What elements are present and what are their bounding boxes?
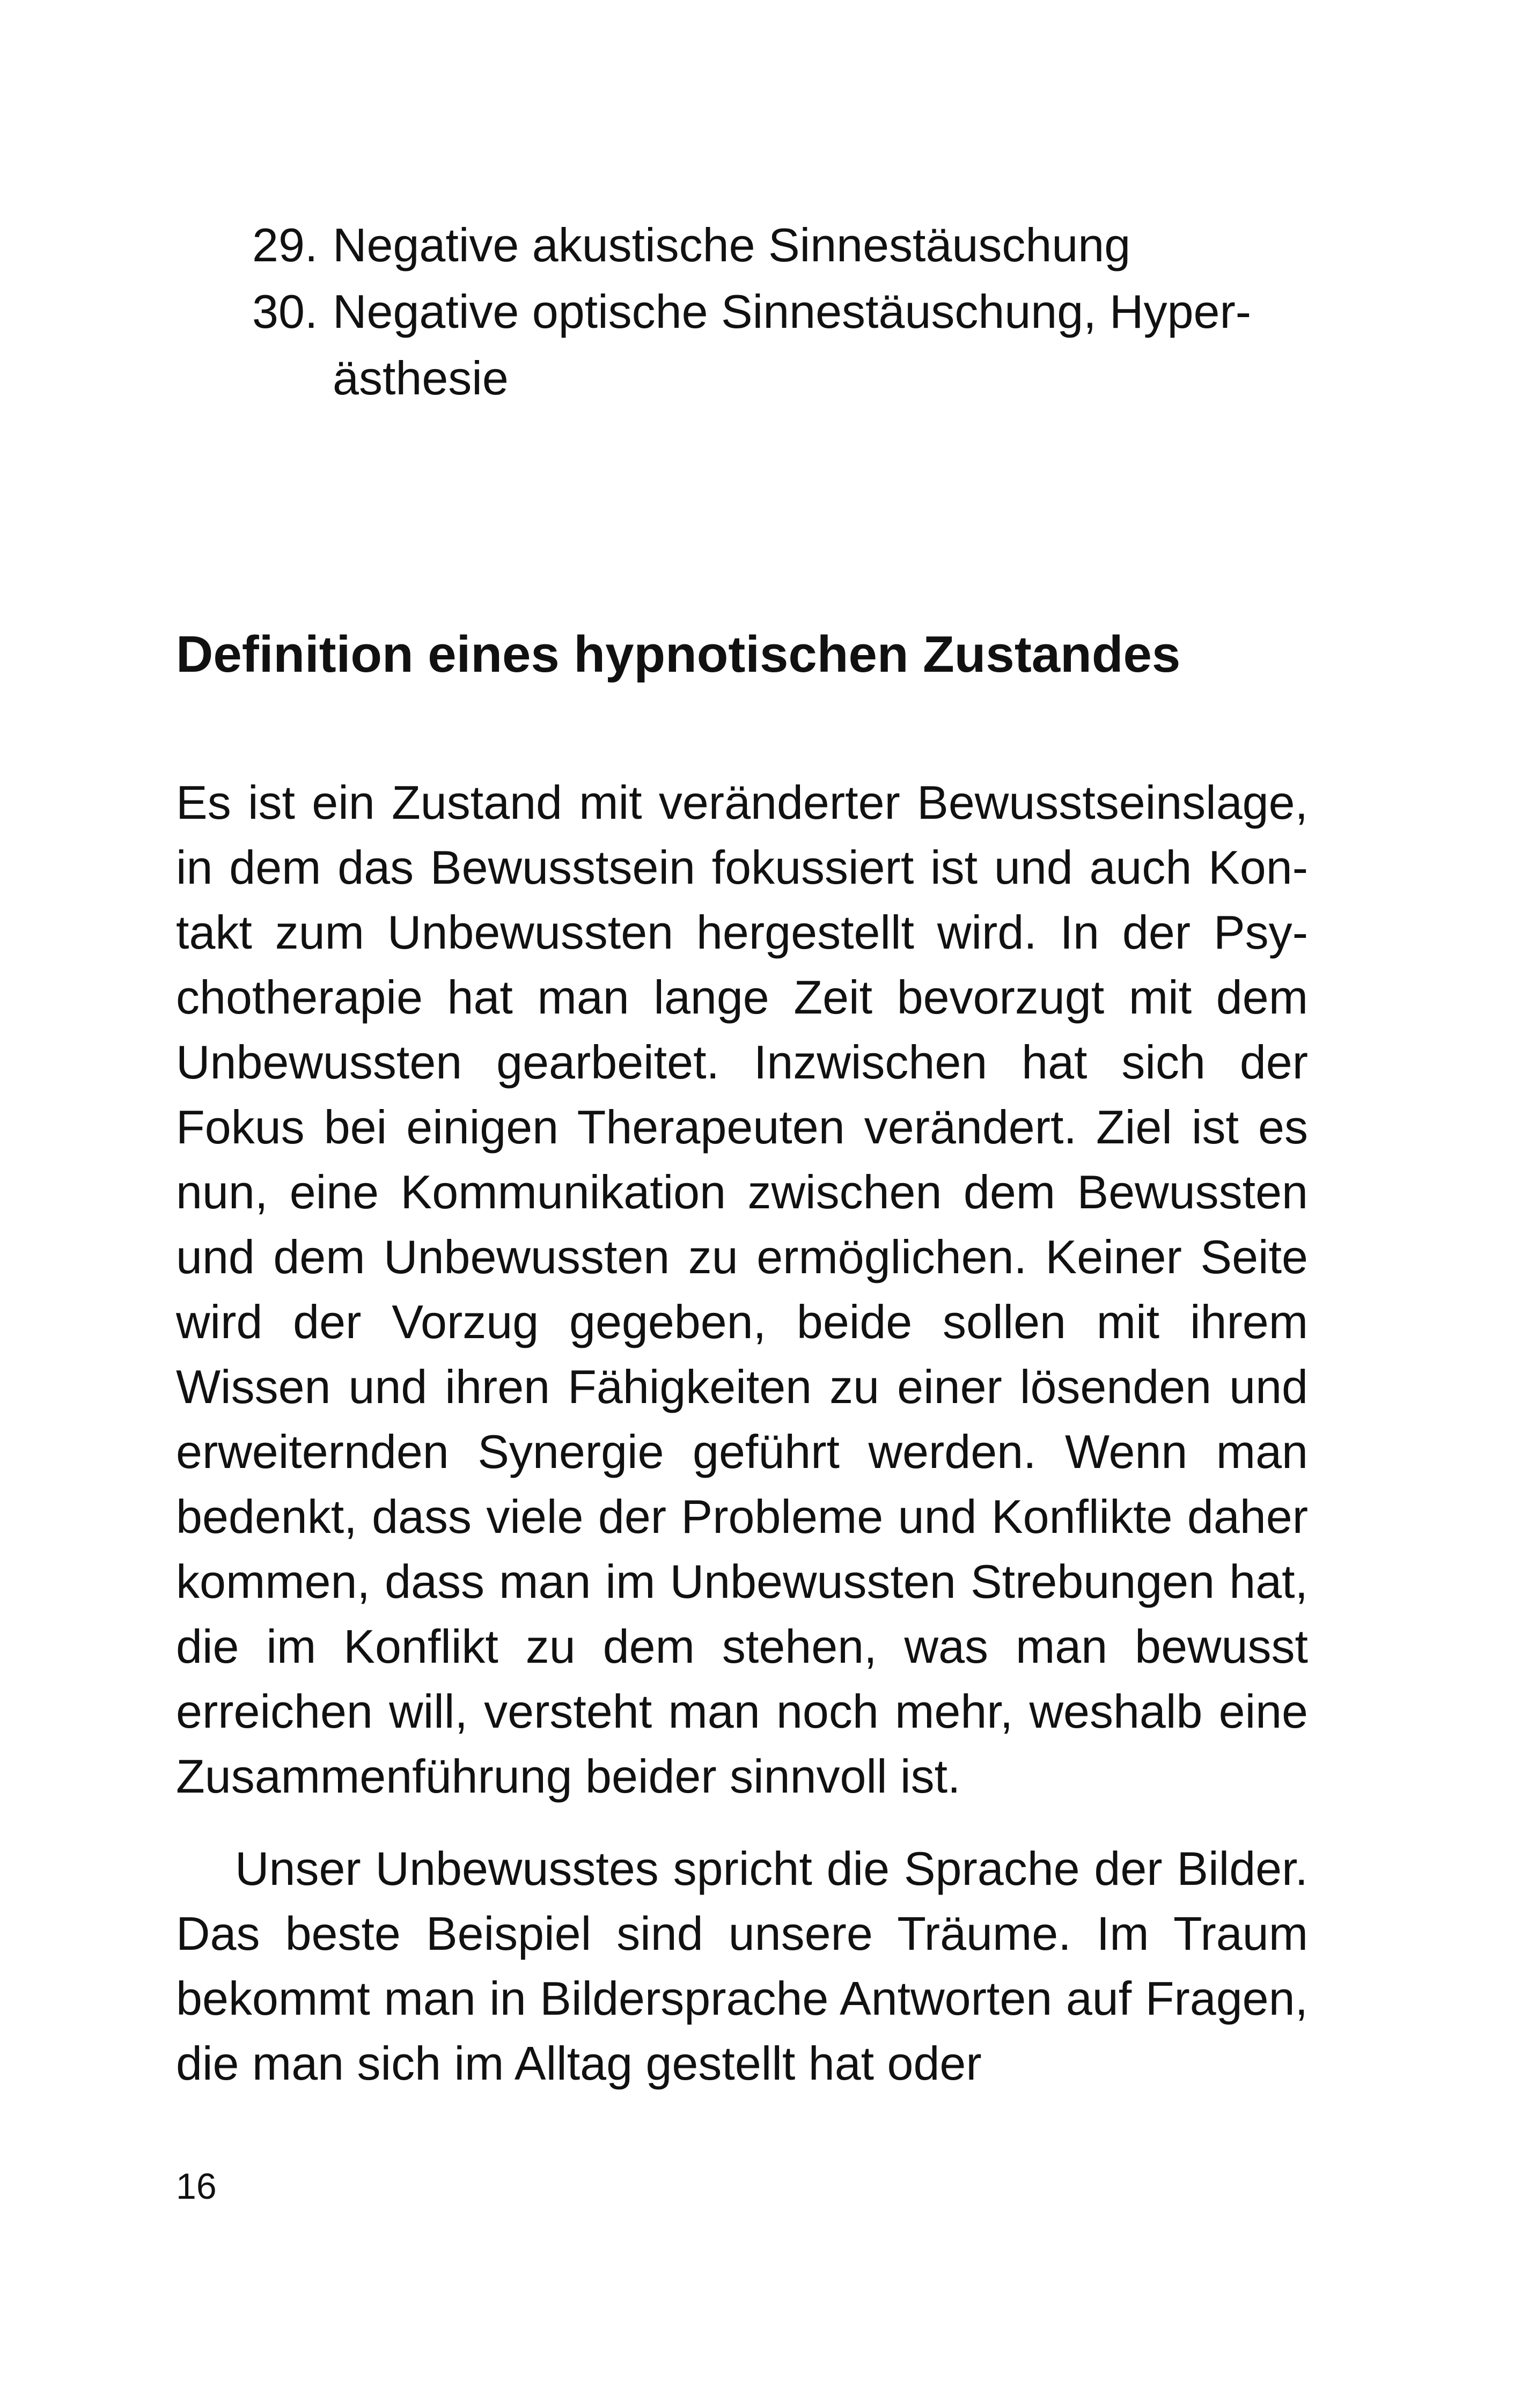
- body-paragraph: Es ist ein Zustand mit veränderter Bewusstseinslage, in dem das Bewusstsein fokussiert ist und auch Kontakt zum Unbewussten hergestellt wird. In der Psychotherapie hat man lange Zeit bevorzugt mit dem Unbewussten gearbeitet. Inzwischen hat sich der Fokus bei einigen Therapeuten verändert. Ziel ist es nun, eine Kommunikation zwischen dem Bewussten und dem Unbewussten zu ermöglichen. Keiner Seite wird der Vorzug gegeben, beide sollen mit ihrem Wissen und ihren Fähigkeiten zu einer lösenden und erweiternden Synergie geführt werden. Wenn man bedenkt, dass viele der Probleme und Konflikte daher kommen, dass man im Unbewussten Strebungen hat, die im Konflikt zu dem stehen, was man bewusst erreichen will, versteht man noch mehr, weshalb eine Zusammenführung beider sinnvoll ist.: [176, 776, 1308, 1803]
- list-item-text: Negative akustische Sinnestäuschung: [333, 218, 1131, 271]
- numbered-list: [252, 212, 1320, 412]
- list-item-number: 30.: [252, 285, 318, 338]
- page-number: 16: [176, 2166, 217, 2207]
- section-heading: Definition eines hypnotischen Zustandes: [176, 626, 1181, 683]
- body-paragraph: Unser Unbewusstes spricht die Sprache der Bilder. Das beste Beispiel sind unsere Träume. Im Traum bekommt man in Bildersprache Antworten auf Fragen, die man sich im Alltag gestellt hat oder: [176, 1842, 1308, 2090]
- list-item: [252, 278, 1320, 412]
- list-item: [252, 212, 1320, 278]
- list-item-text: Negative optische Sinnestäuschung, Hyperästhesie: [333, 285, 1252, 405]
- list-item-number: 29.: [252, 218, 318, 271]
